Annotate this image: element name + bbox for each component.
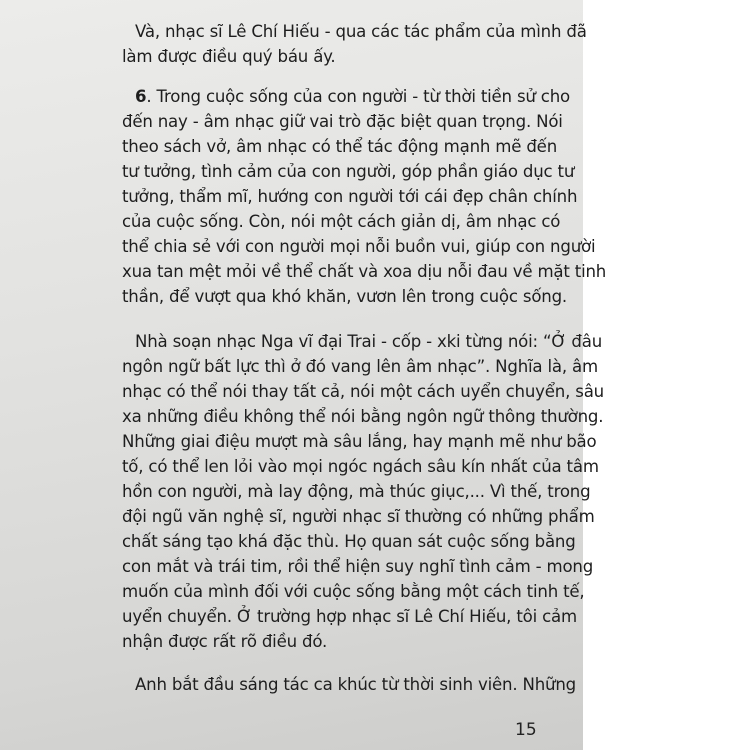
text-line: Những giai điệu mượt mà sâu lắng, hay mạnh mẽ như bão <box>122 432 597 451</box>
text-line: Anh bắt đầu sáng tác ca khúc từ thời sinh viên. Những <box>135 675 576 694</box>
text-line: thần, để vượt qua khó khăn, vươn lên trong cuộc sống. <box>122 287 567 306</box>
text-line: Nhà soạn nhạc Nga vĩ đại Trai - cốp - xki từng nói: “Ở đâu <box>135 332 603 351</box>
text-line: thể chia sẻ với con người mọi nỗi buồn vui, giúp con người <box>122 237 596 256</box>
text-line <box>122 84 570 109</box>
text-line: ngôn ngữ bất lực thì ở đó vang lên âm nhạc”. Nghĩa là, âm <box>122 357 598 376</box>
text-line: con mắt và trái tim, rồi thể hiện suy nghĩ tình cảm - mong <box>122 557 594 576</box>
paragraph-3 <box>122 329 604 654</box>
text-line: theo sách vở, âm nhạc có thể tác động mạnh mẽ đến <box>122 137 558 156</box>
text-line: làm được điều quý báu ấy. <box>122 47 336 66</box>
text-line: nhận được rất rõ điều đó. <box>122 632 328 651</box>
text-line: xa những điều không thể nói bằng ngôn ngữ thông thường. <box>122 407 604 426</box>
text-line: tưởng, thẩm mĩ, hướng con người tới cái đẹp chân chính <box>122 187 578 206</box>
text-span: . Trong cuộc sống của con người - từ thời tiền sử cho <box>146 87 570 106</box>
paragraph-6 <box>122 84 607 309</box>
text-line: xua tan mệt mỏi về thể chất và xoa dịu nỗi đau về mặt tinh <box>122 262 607 281</box>
text-line: của cuộc sống. Còn, nói một cách giản dị, âm nhạc có <box>122 212 561 231</box>
page-number: 15 <box>515 720 537 740</box>
paragraph-1 <box>122 19 587 69</box>
text-line: muốn của mình đối với cuộc sống bằng một cách tinh tế, <box>122 582 585 601</box>
text-line: đến nay - âm nhạc giữ vai trò đặc biệt quan trọng. Nói <box>122 112 563 131</box>
text-line: nhạc có thể nói thay tất cả, nói một cách uyển chuyển, sâu <box>122 382 604 401</box>
text-line: uyển chuyển. Ở trường hợp nhạc sĩ Lê Chí Hiếu, tôi cảm <box>122 607 577 626</box>
text-line: hồn con người, mà lay động, mà thúc giục,... Vì thế, trong <box>122 482 591 501</box>
text-line: đội ngũ văn nghệ sĩ, người nhạc sĩ thường có những phẩm <box>122 507 595 526</box>
text-line: chất sáng tạo khá đặc thù. Họ quan sát cuộc sống bằng <box>122 532 576 551</box>
section-number: 6 <box>135 87 147 106</box>
paragraph-4 <box>122 672 576 697</box>
text-line: tố, có thể len lỏi vào mọi ngóc ngách sâu kín nhất của tâm <box>122 457 599 476</box>
text-line: tư tưởng, tình cảm của con người, góp phần giáo dục tư <box>122 162 575 181</box>
text-line: Và, nhạc sĩ Lê Chí Hiếu - qua các tác phẩm của mình đã <box>135 22 587 41</box>
